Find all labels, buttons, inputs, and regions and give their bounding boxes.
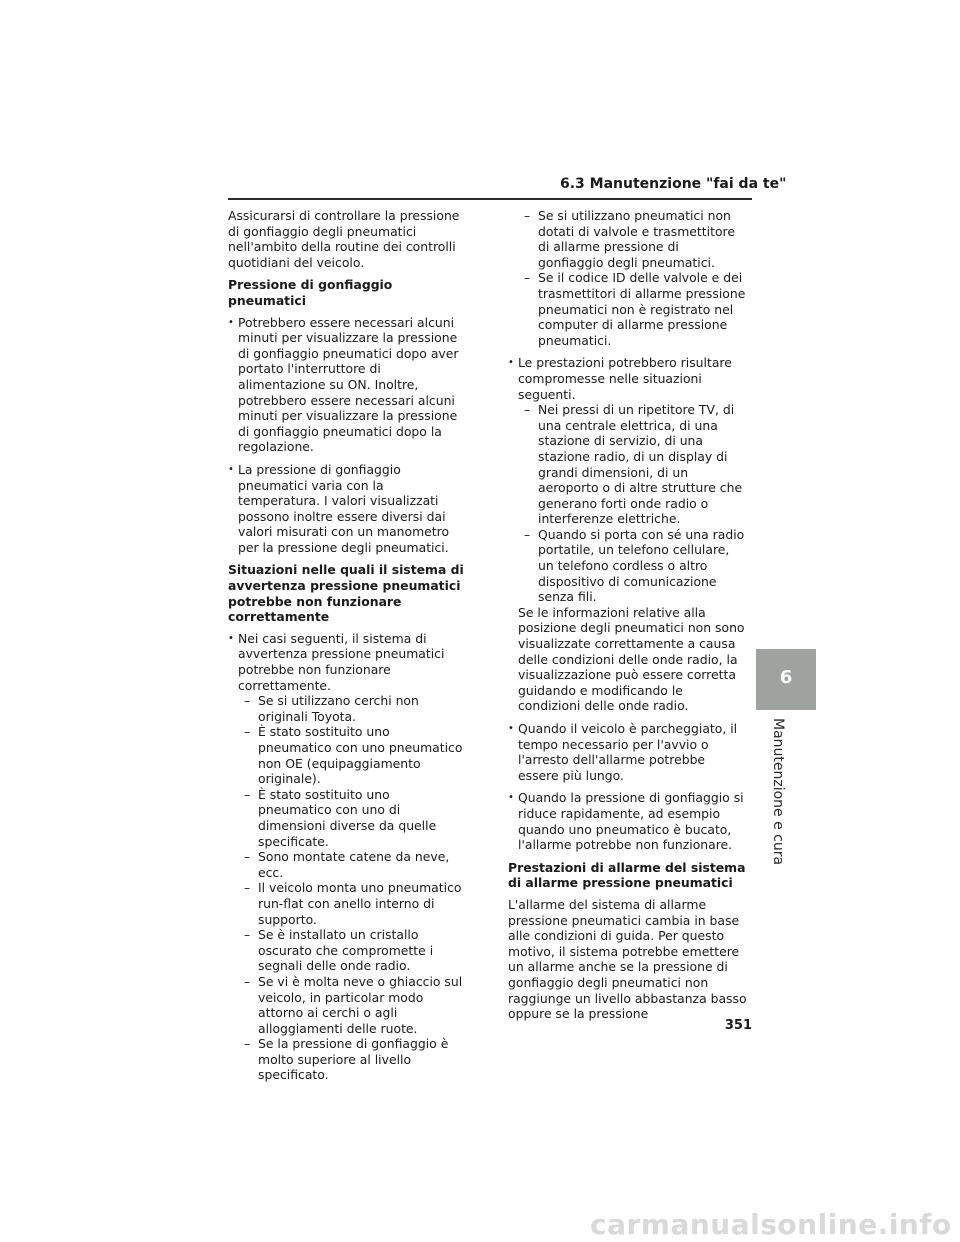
section-title: 6.3 Manutenzione "fai da te" [560,176,787,192]
page-number: 351 [724,1018,752,1033]
dash-item: – È stato sostituito uno pneumatico con uno pneumatico non OE (equipaggiamento originale). [244,724,466,786]
bullet-item: • Quando il veicolo è parcheggiato, il tempo necessario per l'avvio o l'arresto dell'allarme potrebbe essere più lungo. [508,721,748,783]
dash-item: – Sono montate catene da neve, ecc. [244,849,466,880]
header-rule [228,198,752,200]
right-column [508,208,748,1029]
heading-pressure: Pressione di gonfiaggio pneumatici [228,277,393,308]
chapter-label: Manutenzione e cura [770,718,786,866]
bullet-item: • Nei casi seguenti, il sistema di avvertenza pressione pneumatici potrebbe non funzionare correttamente. – Se si utilizzano cerchi non originali Toyota. – È stato sostituito uno pneumatico con uno pneumatico non OE (equipaggiamento originale). – È stato sostituito uno pneumatico con uno di dimensioni diverse da quelle specificate. – Sono montate catene da neve, ecc. – Il veicolo monta uno pneumatico run-flat con anello interno di supporto. – Se è installato un cristallo oscurato che compromette i segnali delle onde radio. – Se vi è molta neve o ghiaccio sul veicolo, in particolar modo attorno ai cerchi o agli alloggiamenti delle ruote. – Se la pressione di gonfiaggio è molto superiore al livello specificato. [228,631,466,1083]
watermark: carmanualsonline.info [590,1208,952,1241]
intro-paragraph: Assicurarsi di controllare la pressione di gonfiaggio degli pneumatici nell'ambito della routine dei controlli quotidiani del veicolo. [228,208,460,270]
left-column [228,208,466,1090]
dash-item: – Se è installato un cristallo oscurato che compromette i segnali delle onde radio. [244,927,466,974]
alarm-paragraph: L'allarme del sistema di allarme pressione pneumatici cambia in base alle condizioni di guida. Per questo motivo, il sistema potrebbe emettere un allarme anche se la pressione di gonfiaggio degli pneumatici non raggiunge un livello abbastanza basso oppure se la pressione [508,896,747,1022]
dash-item: – Se si utilizzano pneumatici non dotati di valvole e trasmettitore di allarme pressione di gonfiaggio degli pneumatici. [524,208,748,270]
heading-alarm-performance: Prestazioni di allarme del sistema di allarme pressione pneumatici [508,859,746,891]
dash-item: – Se si utilizzano cerchi non originali Toyota. [244,693,466,724]
dash-item: – Se il codice ID delle valvole e dei trasmettitori di allarme pressione pneumatici non è registrato nel computer di allarme pressione pneumatici. [524,270,748,348]
dash-item: – È stato sostituito uno pneumatico con uno di dimensioni diverse da quelle specificate. [244,787,466,849]
heading-situations: Situazioni nelle quali il sistema di avvertenza pressione pneumatici potrebbe non funzionare correttamente [228,562,464,625]
dash-item: – Quando si porta con sé una radio portatile, un telefono cellulare, un telefono cordless o altro dispositivo di comunicazione senza fili. [524,527,748,605]
dash-item: – Il veicolo monta uno pneumatico run-flat con anello interno di supporto. [244,880,466,927]
dash-item: – Se vi è molta neve o ghiaccio sul veicolo, in particolar modo attorno ai cerchi o agli alloggiamenti delle ruote. [244,974,466,1036]
bullet-item: • Potrebbero essere necessari alcuni minuti per visualizzare la pressione di gonfiaggio pneumatici dopo aver portato l'interruttore di alimentazione su ON. Inoltre, potrebbero essere necessari alcuni minuti per visualizzare la pressione di gonfiaggio pneumatici dopo la regolazione. [228,315,466,455]
note-paragraph: Se le informazioni relative alla posizione degli pneumatici non sono visualizzate correttamente a causa delle condizioni delle onde radio, la visualizzazione può essere corretta guidando e modificando le condizioni delle onde radio. [518,604,745,714]
bullet-item: • La pressione di gonfiaggio pneumatici varia con la temperatura. I valori visualizzati possono inoltre essere diversi dai valori misurati con un manometro per la pressione degli pneumatici. [228,462,466,556]
chapter-number: 6 [779,667,793,688]
chapter-tab [756,649,816,710]
bullet-item: • Le prestazioni potrebbero risultare compromesse nelle situazioni seguenti. – Nei pressi di un ripetitore TV, di una centrale elettrica, di una stazione di servizio, di una stazione radio, di un display di grandi dimensioni, di un aeroporto o di altre strutture che generano forti onde radio o interferenze elettriche. – Quando si porta con sé una radio portatile, un telefono cellulare, un telefono cordless o altro dispositivo di comunicazione senza fili. Se le informazioni relative alla posizione degli pneumatici non sono visualizzate correttamente a causa delle condizioni delle onde radio, la visualizzazione può essere corretta guidando e modificando le condizioni delle onde radio. [508,355,748,714]
bullet-item: • Quando la pressione di gonfiaggio si riduce rapidamente, ad esempio quando uno pneumatico è bucato, l'allarme potrebbe non funzionare. [508,790,748,852]
dash-item: – Se la pressione di gonfiaggio è molto superiore al livello specificato. [244,1036,466,1083]
dash-item: – Nei pressi di un ripetitore TV, di una centrale elettrica, di una stazione di servizio, di una stazione radio, di un display di grandi dimensioni, di un aeroporto o di altre strutture che generano forti onde radio o interferenze elettriche. [524,402,748,527]
